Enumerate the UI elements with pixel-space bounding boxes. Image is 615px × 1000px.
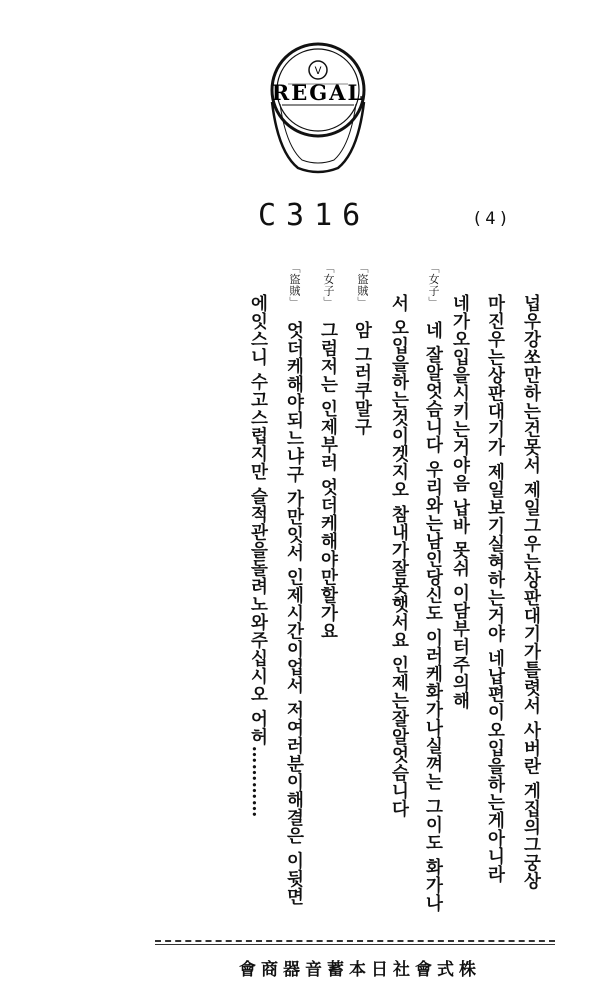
lyric-line-5-text: 서 오입을하는것이겟지오 참내가잘못햇서요 인제는잘알엇슴니다 xyxy=(389,294,409,818)
lyric-line-7-text: 그럼저는 인제부러 엇더케해야만할가요 xyxy=(318,320,338,640)
publisher-name: 會商器音蓄本日社會式株 xyxy=(239,960,481,980)
lyric-line-6 xyxy=(350,262,374,435)
lyric-line-9 xyxy=(246,288,270,818)
svg-text:ᐯ: ᐯ xyxy=(314,66,322,77)
lyric-line-9-text: 에잇스니 수고스럽지만 슬적관을돌려노와주십시오 어허………… xyxy=(248,294,268,818)
lyric-line-4-text: 네 잘알엇슴니다 우리와는남인당신도 이러케화가나실껴는 그이도 화가나 xyxy=(423,320,443,912)
lyric-line-6-text: 암 그러쿠말구 xyxy=(352,320,372,436)
lyric-line-8 xyxy=(282,262,306,905)
speaker-tag: 「女子」 xyxy=(427,262,440,308)
speaker-tag: 「盜賊」 xyxy=(288,262,301,308)
lyric-line-3 xyxy=(448,288,472,710)
lyric-line-1 xyxy=(519,288,543,890)
catalog-number: C316 xyxy=(258,198,371,233)
lyric-line-2-text: 마진우는상판대기가 제일보기실혀하는거야 네납편이오입을하는게아니라 xyxy=(485,294,505,884)
lyric-line-5 xyxy=(387,288,411,818)
lyric-line-7 xyxy=(316,262,340,640)
divider-solid xyxy=(155,944,555,945)
lyric-line-3-text: 네가오입을시키는거야음 납바 못쉬 이담부터주의해 xyxy=(450,294,470,710)
lyric-line-1-text: 넙우강쏘만하는건못서 제일그우는상판대기가틀렷서 사버란 게집의그궁상 xyxy=(521,294,541,890)
side-number: (4) xyxy=(472,209,512,229)
divider-dashed xyxy=(155,940,555,942)
speaker-tag: 「盜賊」 xyxy=(356,262,369,308)
logo-text: REGAL xyxy=(271,80,365,105)
regal-logo xyxy=(258,42,378,182)
lyric-line-2 xyxy=(483,288,507,883)
speaker-tag: 「女子」 xyxy=(322,262,335,308)
lyric-line-4 xyxy=(421,262,445,912)
lyric-line-8-text: 엇더케해야되느냐구 가만잇서 인제시간이업서 저여러분이해결은 이뒷면 xyxy=(284,320,304,905)
